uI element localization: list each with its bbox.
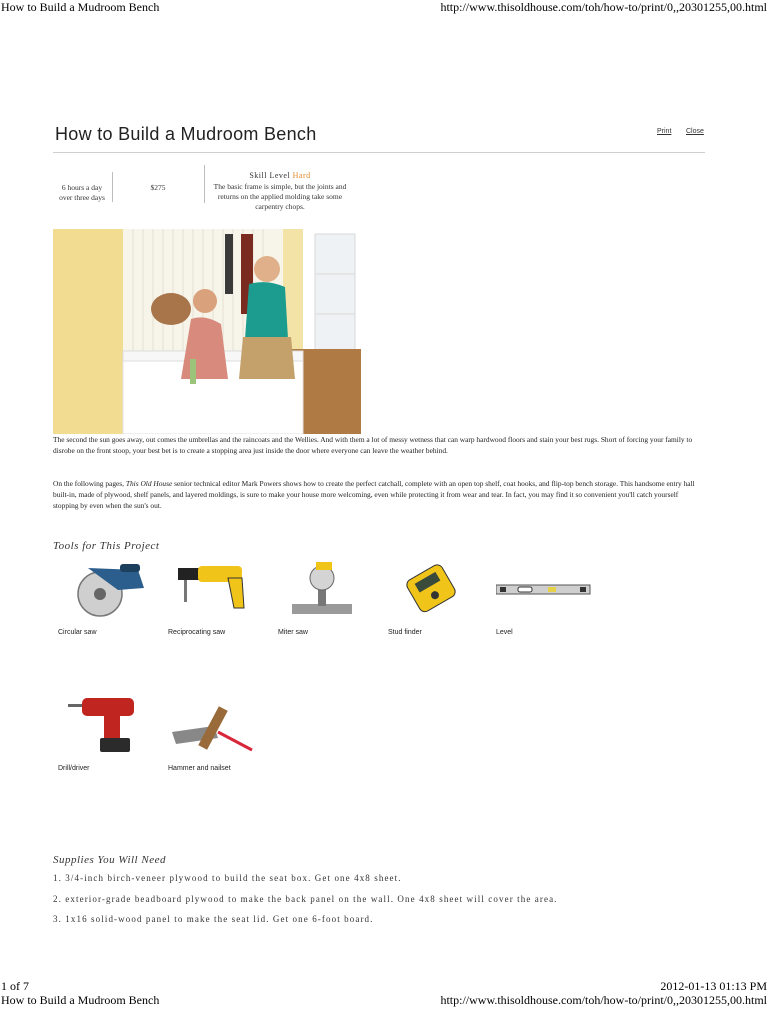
miter-saw-icon xyxy=(278,560,378,620)
skill-heading xyxy=(207,171,353,182)
magazine-name: This Old House xyxy=(125,479,173,488)
print-header-title: How to Build a Mudroom Bench xyxy=(1,0,160,14)
print-header-url: http://www.thisoldhouse.com/toh/how-to/print/0,,20301255,00.html xyxy=(440,0,767,14)
print-footer-title: How to Build a Mudroom Bench xyxy=(1,993,160,1007)
print-footer-url: http://www.thisoldhouse.com/toh/how-to/print/0,,20301255,00.html xyxy=(440,993,767,1007)
time-estimate xyxy=(53,183,111,203)
circular-saw-icon xyxy=(58,560,158,620)
tool-miter-saw xyxy=(278,560,378,636)
time-line-1: 6 hours a day xyxy=(61,183,103,192)
description-text-end: senior technical editor Mark Powers shows how to create the perfect catchall, complete with an open top shelf, coat hooks, and flip-top bench storage. This handsome entry hall built-in, made of plywood, shelf panels, and layered moldings, is sure to make your house more welcoming, even while protecting it from wear and tear. In fact, you may find it so convenient you'll catch yourself stopping by even when the sun's out. xyxy=(53,479,695,510)
tool-label: Drill/driver xyxy=(58,765,90,772)
tool-label: Hammer and nailset xyxy=(168,765,231,772)
tool-label: Circular saw xyxy=(58,629,97,636)
tool-reciprocating-saw xyxy=(168,560,268,636)
info-divider xyxy=(112,172,113,202)
supply-item: 2. exterior-grade beadboard plywood to make the back panel on the wall. One 4x8 sheet will cover the area. xyxy=(53,894,558,904)
title-divider xyxy=(53,152,705,153)
print-footer-timestamp: 2012-01-13 01:13 PM xyxy=(660,979,767,993)
description-text-start: On the following pages, xyxy=(53,479,126,488)
skill-description: The basic frame is simple, but the joints and returns on the applied molding take some carpentry chops. xyxy=(213,181,347,212)
page-title: How to Build a Mudroom Bench xyxy=(55,124,317,144)
skill-level xyxy=(207,171,353,212)
time-line-2: over three days xyxy=(59,193,105,203)
tool-level xyxy=(496,560,596,636)
tool-hammer xyxy=(168,696,268,772)
description-paragraph xyxy=(53,478,705,511)
tool-drill xyxy=(58,696,158,772)
skill-value: Hard xyxy=(292,171,311,180)
stud-finder-icon xyxy=(388,560,488,620)
tool-label: Level xyxy=(496,629,513,636)
supplies-heading: Supplies You Will Need xyxy=(53,854,166,866)
supply-item: 1. 3/4-inch birch-veneer plywood to build the seat box. Get one 4x8 sheet. xyxy=(53,873,402,883)
cost-estimate: $275 xyxy=(150,183,166,192)
tool-label: Reciprocating saw xyxy=(168,629,226,636)
skill-label: Skill Level xyxy=(249,171,291,180)
tool-circular-saw xyxy=(58,560,158,636)
reciprocating-saw-icon xyxy=(168,560,268,620)
close-link[interactable]: Close xyxy=(686,128,704,135)
mudroom-photo xyxy=(53,229,361,434)
tool-label: Miter saw xyxy=(278,629,308,636)
print-footer-page: 1 of 7 xyxy=(1,979,29,993)
print-link[interactable]: Print xyxy=(657,128,672,135)
tools-heading: Tools for This Project xyxy=(53,540,160,552)
tool-label: Stud finder xyxy=(388,629,422,636)
drill-icon xyxy=(58,696,158,756)
tool-stud-finder xyxy=(388,560,488,636)
info-divider xyxy=(204,165,205,203)
intro-paragraph: The second the sun goes away, out comes the umbrellas and the raincoats and the Wellies. And with them a lot of messy wetness that can warp hardwood floors and stain your best rugs. Short of forcing your family to disrobe on the front stoop, your best bet is to create a stopping area just inside the door where everyone can leave the weather behind. xyxy=(53,435,693,455)
hammer-icon xyxy=(168,696,268,756)
supply-item: 3. 1x16 solid-wood panel to make the seat lid. Get one 6-foot board. xyxy=(53,914,374,924)
level-icon xyxy=(496,560,596,620)
